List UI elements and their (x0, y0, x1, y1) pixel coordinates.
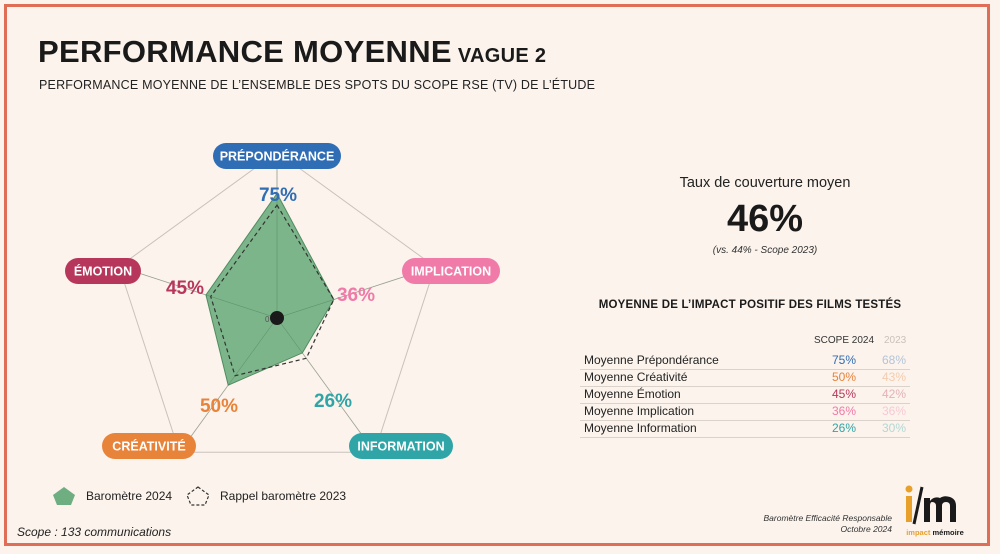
table-title: MOYENNE DE L’IMPACT POSITIF DES FILMS TESTÉS (598, 299, 902, 311)
axis-label: IMPLICATION (410, 264, 492, 279)
kpi-value: 46% (726, 198, 804, 240)
table-row (580, 386, 910, 404)
row-value-2024: 45% (831, 387, 856, 401)
axis-label: INFORMATION (357, 439, 445, 454)
kpi-compare: (vs. 44% - Scope 2023) (712, 245, 818, 256)
axis-label: CRÉATIVITÉ (112, 439, 186, 454)
row-label: Moyenne Créativité (584, 370, 688, 384)
row-label: Moyenne Prépondérance (584, 353, 719, 367)
value-label: 50% (199, 396, 239, 417)
row-label: Moyenne Information (584, 421, 697, 435)
row-label: Moyenne Émotion (584, 387, 681, 401)
page-subtitle: PERFORMANCE MOYENNE DE L’ENSEMBLE DES SPOTS DU SCOPE RSE (TV) DE L’ÉTUDE (39, 78, 596, 92)
impact-memoire-logo (900, 484, 970, 540)
legend-item-2024 (52, 486, 172, 506)
radar-center-label: 0 (265, 315, 270, 324)
value-label: 36% (336, 285, 376, 306)
value-label: 26% (313, 391, 353, 412)
logo-caption-part-1: impact (906, 528, 931, 537)
kpi-label: Taux de couverture moyen (679, 175, 851, 191)
row-value-2024: 36% (831, 404, 856, 418)
col-header-previous: 2023 (884, 335, 907, 346)
legend-label-2023: Rappel baromètre 2023 (220, 489, 347, 503)
series-2024-area (206, 194, 334, 386)
legend-label-2024: Baromètre 2024 (86, 489, 173, 503)
radar-inner-spoke (277, 318, 375, 452)
row-value-2023: 36% (881, 404, 906, 418)
table-row (580, 352, 910, 370)
row-value-2024: 50% (831, 370, 856, 384)
row-value-2023: 42% (881, 387, 906, 401)
table-row (580, 369, 910, 387)
title-suffix: VAGUE 2 (457, 45, 547, 67)
radar-center-dot (270, 311, 284, 325)
legend-item-2023 (186, 486, 346, 506)
value-label: 45% (165, 278, 205, 299)
footer-note (763, 513, 892, 535)
filled-pentagon-icon (52, 486, 76, 506)
dashed-pentagon-icon (186, 486, 210, 506)
title-main: PERFORMANCE MOYENNE (38, 34, 452, 69)
axis-label: ÉMOTION (73, 264, 133, 279)
svg-text:impact mémoire: impact mémoire (906, 528, 964, 537)
row-value-2023: 68% (881, 353, 906, 367)
row-value-2024: 26% (831, 421, 856, 435)
axis-label: PRÉPONDÉRANCE (219, 149, 335, 164)
value-label: 75% (258, 185, 298, 206)
table-row (580, 420, 910, 438)
footer-line-2: Octobre 2024 (840, 524, 892, 534)
scope-note: Scope : 133 communications (17, 525, 172, 539)
col-header-current: SCOPE 2024 (814, 335, 875, 346)
row-value-2023: 43% (881, 370, 906, 384)
row-value-2024: 75% (831, 353, 856, 367)
table-row (580, 403, 910, 421)
footer-line-1: Baromètre Efficacité Responsable (763, 513, 892, 523)
row-label: Moyenne Implication (584, 404, 695, 418)
row-value-2023: 30% (881, 421, 906, 435)
